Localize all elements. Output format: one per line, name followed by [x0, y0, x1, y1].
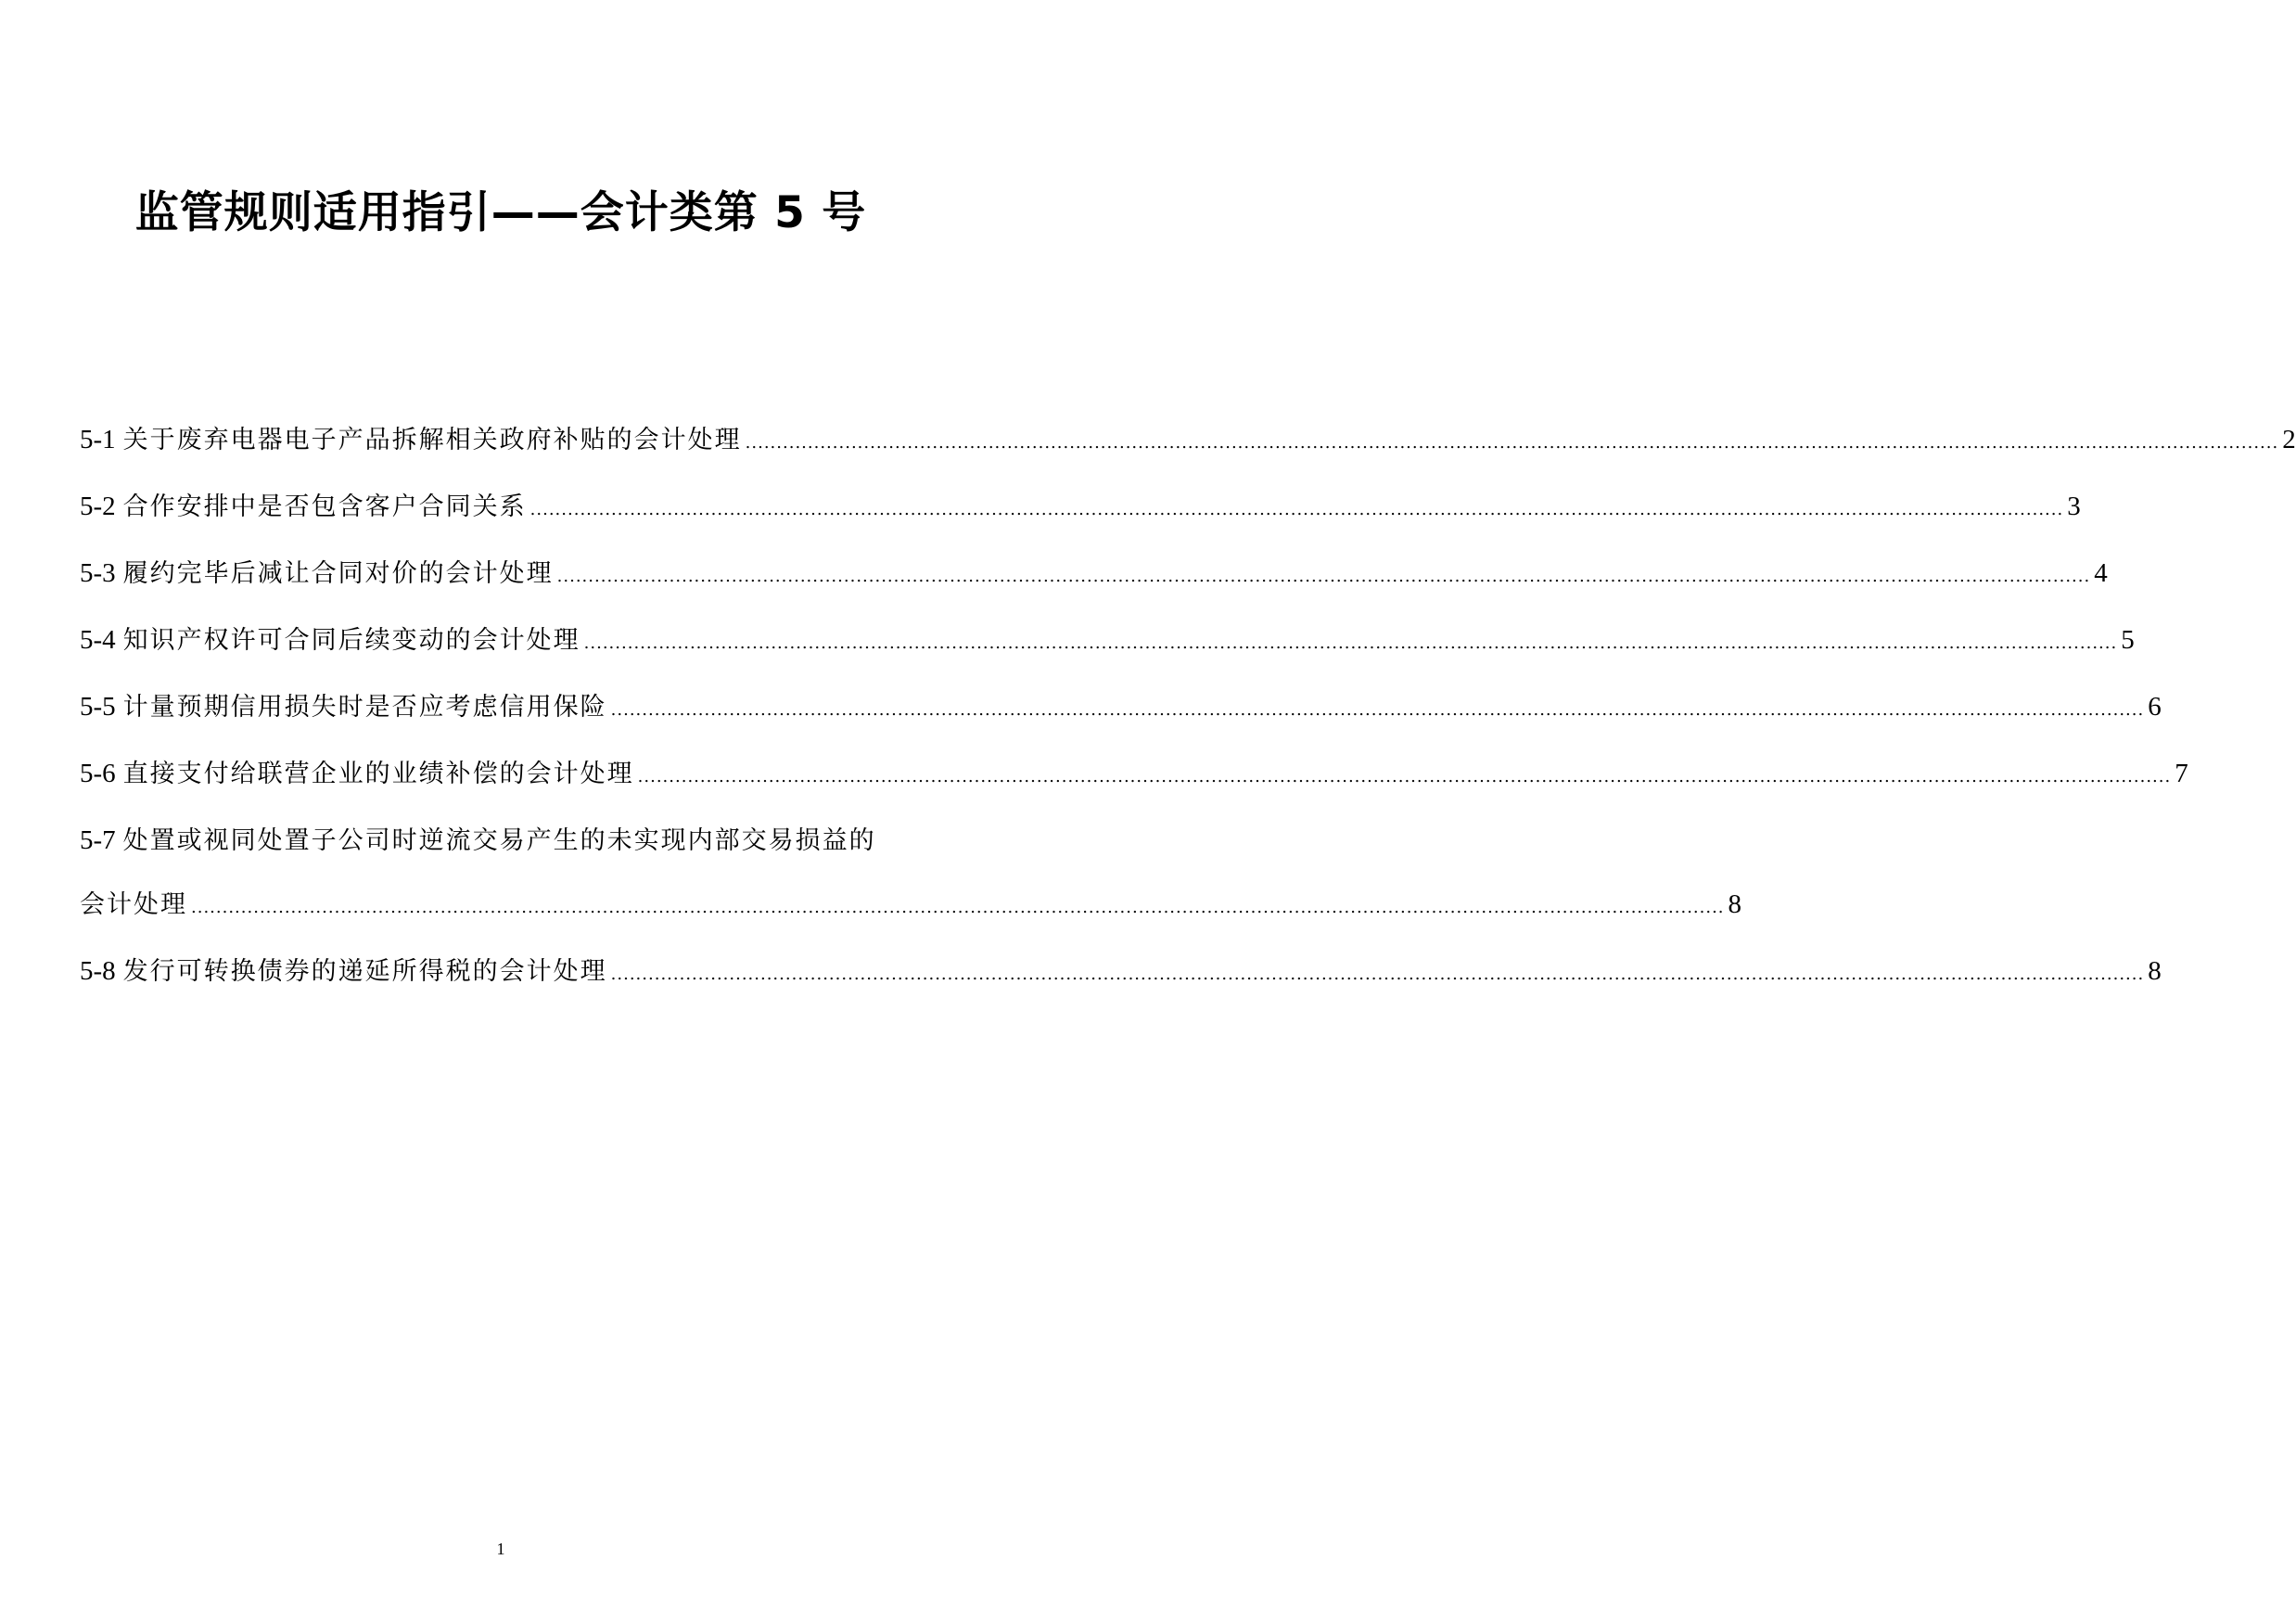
- toc-entry-page: 8: [2148, 956, 2162, 986]
- toc-entry-page: 7: [2175, 759, 2188, 788]
- toc-entry-title: 合作安排中是否包含客户合同关系: [122, 492, 527, 521]
- toc-entry-5-4[interactable]: [80, 608, 2135, 675]
- toc-entry-page: 5: [2121, 625, 2135, 655]
- toc-dot-leader: [557, 544, 2091, 608]
- toc-dot-leader: [611, 942, 2145, 1006]
- toc-entry-title: 直接支付给联营企业的业绩补偿的会计处理: [122, 760, 634, 788]
- toc-entry-number: 5-7: [80, 825, 116, 855]
- toc-entry-5-5[interactable]: [80, 675, 2162, 742]
- toc-entry-number: 5-5: [80, 692, 116, 722]
- toc-entry-title: 知识产权许可合同后续变动的会计处理: [122, 626, 580, 655]
- toc-entry-number: 5-4: [80, 625, 116, 655]
- toc-entry-number: 5-1: [80, 425, 116, 454]
- toc-entry-title: 关于废弃电器电子产品拆解相关政府补贴的会计处理: [122, 426, 742, 454]
- page-title: 监管规则适用指引——会计类第 5 号: [134, 187, 867, 238]
- toc-entry-title-line-2: 会计处理: [80, 890, 187, 919]
- toc-entry-number: 5-2: [80, 492, 116, 521]
- toc-dot-leader: [638, 745, 2172, 809]
- toc-entry-number: 5-8: [80, 956, 116, 986]
- toc-entry-page: 4: [2094, 558, 2108, 588]
- toc-entry-5-1[interactable]: [80, 408, 2296, 475]
- toc-entry-page: 6: [2148, 692, 2162, 722]
- toc-dot-leader: [611, 678, 2145, 742]
- toc-entry-5-7[interactable]: [80, 809, 1742, 940]
- toc-entry-5-8[interactable]: [80, 940, 2162, 1006]
- page-number: 1: [496, 1540, 505, 1558]
- toc-entry-title-line-1: 处置或视同处置子公司时逆流交易产生的未实现内部交易损益的: [122, 826, 876, 855]
- toc-dot-leader: [530, 478, 2064, 542]
- toc-entry-page: 8: [1728, 889, 1742, 919]
- toc-dot-leader: [191, 876, 1725, 940]
- toc-dot-leader: [746, 411, 2279, 475]
- toc-dot-leader: [584, 611, 2118, 675]
- toc-entry-5-3[interactable]: [80, 542, 2108, 608]
- toc-entry-title: 履约完毕后减让合同对价的会计处理: [122, 559, 554, 588]
- table-of-contents: [80, 408, 2296, 1006]
- toc-entry-number: 5-3: [80, 558, 116, 588]
- toc-entry-title: 计量预期信用损失时是否应考虑信用保险: [122, 693, 607, 722]
- toc-entry-5-2[interactable]: [80, 475, 2081, 542]
- toc-entry-5-6[interactable]: [80, 742, 2188, 809]
- toc-entry-title: 发行可转换债券的递延所得税的会计处理: [122, 957, 607, 986]
- toc-entry-page: 3: [2067, 492, 2081, 521]
- toc-entry-page: 2: [2282, 425, 2296, 454]
- toc-entry-number: 5-6: [80, 759, 116, 788]
